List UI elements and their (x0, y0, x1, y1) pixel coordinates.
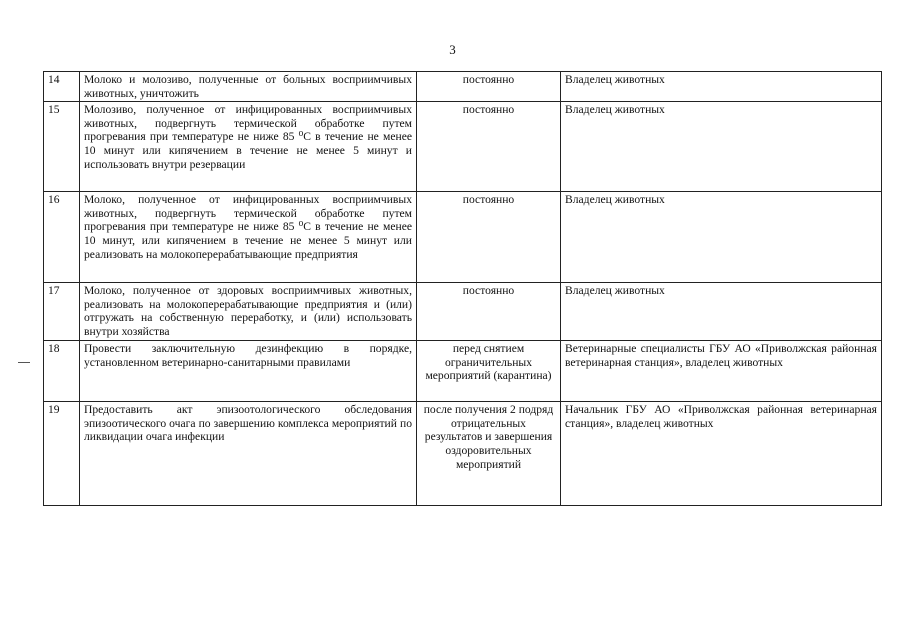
row-number: 14 (44, 72, 80, 102)
row-action: Молоко и молозиво, полученные от больных восприимчивых животных, уничтожить (80, 72, 417, 102)
measures-table (43, 71, 882, 506)
margin-mark (18, 362, 30, 363)
row-action: Молоко, полученное от здоровых восприимчивых животных, реализовать на молокоперерабатывающие предприятия и (или) отгружать на собственную переработку, и (или) использовать внутри хозяйства (80, 283, 417, 341)
row-number: 17 (44, 283, 80, 341)
row-responsible: Владелец животных (561, 283, 882, 341)
table-row (44, 72, 882, 102)
row-number: 19 (44, 402, 80, 506)
row-action: Молоко, полученное от инфицированных восприимчивых животных, подвергнуть термической обработке путем прогревания при температуре не ниже 85 ⁰С в течение не менее 10 минут, или кипячением в течение не менее 5 минут или реализовать на молокоперерабатывающие предприятия (80, 192, 417, 283)
page-number: 3 (449, 42, 456, 57)
row-number: 18 (44, 341, 80, 402)
row-term: постоянно (417, 102, 561, 192)
row-term: перед снятием ограничительных мероприятий (карантина) (417, 341, 561, 402)
row-responsible: Владелец животных (561, 72, 882, 102)
row-term: постоянно (417, 283, 561, 341)
row-term: после получения 2 подряд отрицательных результатов и завершения оздоровительных мероприятий (417, 402, 561, 506)
row-responsible: Начальник ГБУ АО «Приволжская районная ветеринарная станция», владелец животных (561, 402, 882, 506)
row-term: постоянно (417, 72, 561, 102)
row-responsible: Ветеринарные специалисты ГБУ АО «Приволжская районная ветеринарная станция», владелец животных (561, 341, 882, 402)
row-term: постоянно (417, 192, 561, 283)
table-row (44, 341, 882, 402)
row-responsible: Владелец животных (561, 192, 882, 283)
table-row (44, 102, 882, 192)
row-action: Молозиво, полученное от инфицированных восприимчивых животных, подвергнуть термической обработке путем прогревания при температуре не ниже 85 ⁰С в течение не менее 10 минут или кипячением в течение не менее 5 минут и использовать внутри резервации (80, 102, 417, 192)
row-responsible: Владелец животных (561, 102, 882, 192)
row-action: Предоставить акт эпизоотологического обследования эпизоотического очага по завершению комплекса мероприятий по ликвидации очага инфекции (80, 402, 417, 506)
row-action: Провести заключительную дезинфекцию в порядке, установленном ветеринарно-санитарными правилами (80, 341, 417, 402)
table-row (44, 402, 882, 506)
table-row (44, 192, 882, 283)
row-number: 16 (44, 192, 80, 283)
table-row (44, 283, 882, 341)
row-number: 15 (44, 102, 80, 192)
